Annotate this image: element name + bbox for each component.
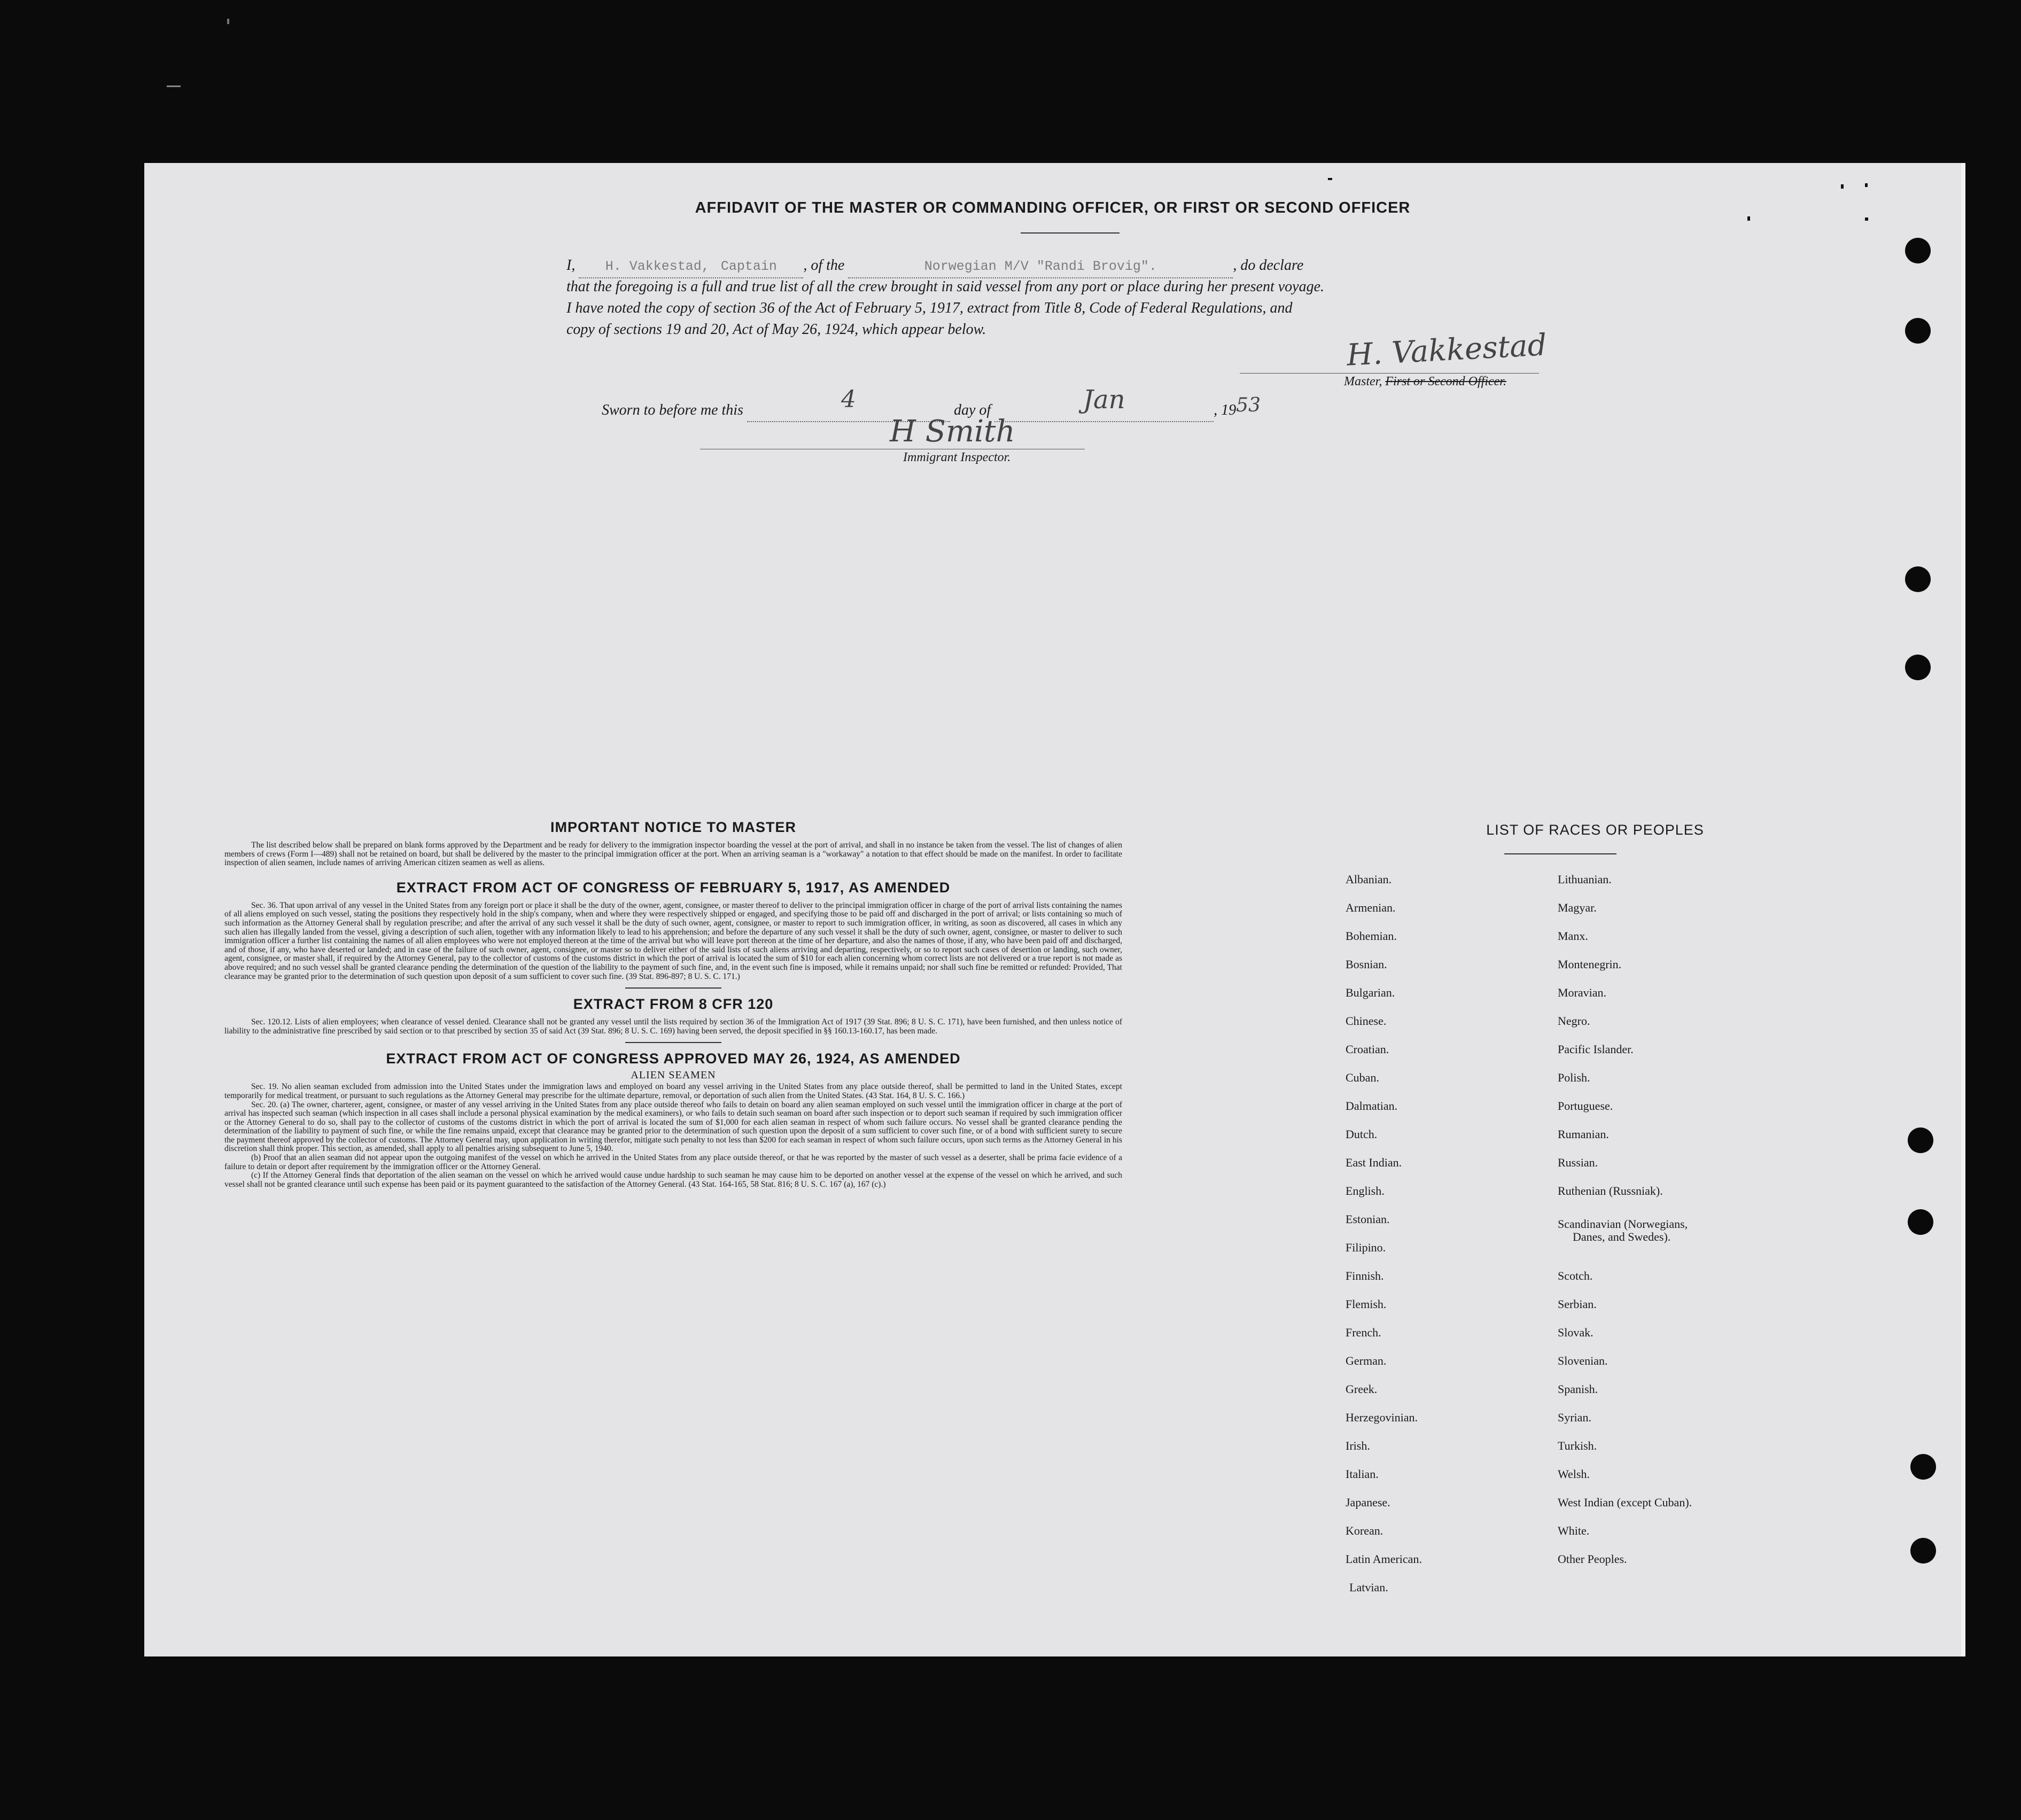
races-title-underline [1504,853,1616,854]
punch-hole [1905,238,1931,263]
race-item: Bohemian. [1346,929,1397,943]
race-item: Danes, and Swedes). [1573,1230,1671,1243]
i-label: I, [566,257,576,274]
declaration-line-1 [566,255,1582,278]
race-item: Polish. [1558,1071,1590,1084]
race-item: White. [1558,1524,1590,1537]
race-item: Rumanian. [1558,1127,1609,1141]
vessel-field: Norwegian M/V "Randi Brovig". [924,259,1157,274]
race-item: Bulgarian. [1346,986,1395,999]
race-item: Portuguese. [1558,1099,1613,1113]
race-item: Scandinavian (Norwegians, [1558,1217,1688,1231]
race-item: Serbian. [1558,1297,1597,1311]
race-item: Italian. [1346,1467,1379,1481]
race-item: Filipino. [1346,1241,1386,1254]
section-divider [625,1042,721,1043]
race-item: English. [1346,1184,1385,1197]
race-item: Dalmatian. [1346,1099,1398,1113]
punch-hole [1905,318,1931,344]
speck [1865,217,1868,221]
race-item: Chinese. [1346,1014,1387,1028]
race-item: Japanese. [1346,1496,1390,1509]
race-item: West Indian (except Cuban). [1558,1496,1692,1509]
speck [1865,183,1868,187]
race-item: Estonian. [1346,1212,1390,1226]
race-item: Slovak. [1558,1326,1594,1339]
race-item: Latvian. [1349,1581,1388,1594]
race-item: Korean. [1346,1524,1383,1537]
master-name-field: H. Vakkestad, [605,259,710,274]
punch-hole [1910,1538,1936,1564]
race-item: Lithuanian. [1558,873,1612,886]
punch-hole [1905,655,1931,680]
races-list-title: LIST OF RACES OR PEOPLES [1486,822,1704,838]
sworn-label: Sworn to before me this [602,402,743,418]
race-item: East Indian. [1346,1156,1402,1169]
race-item: Magyar. [1558,901,1597,914]
race-item: Scotch. [1558,1269,1593,1282]
race-item: Finnish. [1346,1269,1384,1282]
speck [1747,216,1750,221]
race-item: Albanian. [1346,873,1392,886]
extract-1917-title: EXTRACT FROM ACT OF CONGRESS OF FEBRUARY 5, 1917, AS AMENDED [396,879,951,896]
day-of-label: day of [953,402,991,418]
race-item: Latin American. [1346,1552,1422,1566]
sworn-day: 4 [841,386,856,413]
race-item: Dutch. [1346,1127,1378,1141]
sec-20a-text: Sec. 20. (a) The owner, charterer, agent, consignee, or master of any vessel arriving in the United States from any place outside thereof who fails to detain on board any alien seaman employed on such vessel until the immigration officer in charge at the port of arrival has inspected such seaman (which inspection in all cases shall include a personal physical examination by the medical examiners), or who fails to detain such seaman on board after such inspection or to deport such seaman if required by such immigration officer or the Attorney General to do so, shall pay to the collector of customs of the customs district in which the port of arrival is located the sum of $1,000 for each alien seaman in respect of whom such failure occurs. No vessel shall be granted clearance pending the determination of the liability to payment of such fine, or while the fine remains unpaid, except that clearance may be granted prior to the determination of such question upon the deposit of a sum sufficient to cover such fine, or of a bond with sufficient surety to secure the payment thereof approved by the collector of customs. The Attorney General may, upon application in writing therefor, mitigate such penalty to not less than $200 for each seaman in respect of whom such failure occurs, upon such terms as the Attorney General in his discretion shall think proper. This section, as amended, shall apply to all penalties arising subsequent to June 5, 1940. [224,1100,1122,1154]
race-item: Syrian. [1558,1411,1591,1424]
extract-cfr-text: Sec. 120.12. Lists of alien employees; when clearance of vessel denied. Clearance shall not be granted any vessel until the lists required by section 36 of the Immigration Act of 1917 (39 Stat. 896; 8 U. S. C. 171), have been furnished, and then unless notice of liability to the administrative fine prescribed by said section or to that prescribed by section 35 of said Act (39 Stat. 896; 8 U. S. C. 169) having been served, the deposit specified in §§ 160.13-160.17, has been made. [224,1017,1122,1036]
alien-seamen-subtitle: ALIEN SEAMEN [631,1069,716,1082]
speck [1328,178,1332,180]
declaration-line-3: I have noted the copy of section 36 of the Act of February 5, 1917, extract from Title 8, Code of Federal Regulations, and [566,300,1293,316]
race-item: Turkish. [1558,1439,1597,1452]
race-item: Negro. [1558,1014,1590,1028]
declaration-line-4: copy of sections 19 and 20, Act of May 26, 1924, which appear below. [566,321,986,338]
inspector-signature: H Smith [890,414,1015,449]
race-item: Ruthenian (Russniak). [1558,1184,1663,1197]
race-item: Herzegovinian. [1346,1411,1418,1424]
extract-1924-title: EXTRACT FROM ACT OF CONGRESS APPROVED MAY 26, 1924, AS AMENDED [386,1051,961,1067]
punch-hole [1908,1127,1933,1153]
race-item: Slovenian. [1558,1354,1608,1367]
punch-hole [1908,1209,1933,1235]
affidavit-form-page [144,163,1965,1656]
rank-field: Captain [720,259,777,274]
title-underline [1021,232,1120,234]
race-item: Flemish. [1346,1297,1387,1311]
sec-20c-text: (c) If the Attorney General finds that deportation of the alien seaman on the vessel on which he arrived would cause undue hardship to such seaman he may cause him to be deported on another vessel at the expense of the vessel on which he arrived, and such vessel shall not be granted clearance until such expense has been paid or its payment guaranteed to the satisfaction of the Attorney General. (43 Stat. 164-165, 58 Stat. 816; 8 U. S. C. 167 (a), 167 (c).) [224,1171,1122,1189]
sworn-line [602,385,1617,422]
legal-notices-column [224,819,1122,1189]
race-item: Irish. [1346,1439,1370,1452]
affidavit-title: AFFIDAVIT OF THE MASTER OR COMMANDING OFFICER, OR FIRST OR SECOND OFFICER [695,199,1411,216]
race-item: Armenian. [1346,901,1396,914]
race-item: German. [1346,1354,1387,1367]
race-item: Cuban. [1346,1071,1379,1084]
inspector-caption: Immigrant Inspector. [903,450,1011,464]
master-signature-line [1240,373,1539,374]
declaration-line-2: that the foregoing is a full and true list of all the crew brought in said vessel from any port or place during her present voyage. [566,278,1325,295]
sec-19-text: Sec. 19. No alien seaman excluded from admission into the United States under the immigration laws and employed on board any vessel arriving in the United States from any place outside thereof, shall be permitted to land in the United States, except temporarily for medical treatment, or pursuant to such regulations as the Attorney General may prescribe for the ultimate departure, removal, or deportation of such alien from the United States. (43 Stat. 164, 8 U. S. C. 166.) [224,1082,1122,1100]
race-item: Manx. [1558,929,1588,943]
extract-cfr-title: EXTRACT FROM 8 CFR 120 [573,996,774,1013]
race-item: Russian. [1558,1156,1598,1169]
race-item: Greek. [1346,1382,1378,1396]
master-signature: H. Vakkestad [1346,328,1548,373]
race-item: Welsh. [1558,1467,1590,1481]
race-item: Spanish. [1558,1382,1598,1396]
speck [1841,184,1844,189]
race-item: French. [1346,1326,1381,1339]
sec-20b-text: (b) Proof that an alien seaman did not appear upon the outgoing manifest of the vessel on which he arrived in the United States from any place outside thereof, or that he was reported by the master of such vessel as a deserter, shall be prima facie evidence of a failure to detain or deport after requirement by the immigration officer or the Attorney General. [224,1153,1122,1171]
race-item: Pacific Islander. [1558,1043,1634,1056]
speck [227,19,229,24]
race-item: Bosnian. [1346,958,1387,971]
punch-hole [1905,566,1931,592]
sworn-year: 53 [1236,394,1261,416]
race-item: Moravian. [1558,986,1607,999]
master-caption: Master, First or Second Officer. [1344,375,1506,388]
sworn-month: Jan [1083,385,1125,415]
notice-title: IMPORTANT NOTICE TO MASTER [550,819,796,835]
race-item: Croatian. [1346,1043,1389,1056]
speck [167,85,181,87]
of-the-label: , of the [803,257,845,274]
do-declare-label: , do declare [1233,257,1304,274]
notice-text: The list described below shall be prepared on blank forms approved by the Department and be ready for delivery to the immigration inspector boarding the vessel at the port of arrival, and shall in no instance be taken from the vessel. The list of changes of alien members of crews (Form I—489) shall not be retained on board, but shall be delivered by the master to the principal immigration officer at the port. When an arriving seaman is a "workaway" a notation to that effect should be made on the manifest. In order to facilitate inspection of alien seamen, include names of arriving American citizen seamen as well as aliens. [224,841,1122,868]
extract-1917-text: Sec. 36. That upon arrival of any vessel in the United States from any foreign port or place it shall be the duty of the owner, agent, consignee, or master thereof to deliver to the principal immigration officer in charge of the port of arrival lists containing the names of all aliens employed on such vessel, stating the positions they respectively hold in the ship's company, when and where they were respectively shipped or engaged, and specifying those to be paid off and discharged in the port of arrival; or lists containing so much of such information as the Attorney General shall by regulation prescribe; and after the arrival of any such vessel it shall be the duty of such owner, agent, consignee, or master to report to such immigration officer, in writing, as soon as discovered, all cases in which any such alien has illegally landed from the vessel, giving a description of such alien, together with any information likely to lead to his apprehension; and before the departure of any such vessel it shall be the duty of such owner, agent, consignee, or master to deliver to such immigration officer a further list containing the names of all alien employees who were not employed thereon at the time of the arrival but who will leave port thereon at the time of her departure, and also the names of those, if any, who have been paid off and discharged, and of those, if any, who have deserted or landed; and in case of the failure of such owner, agent, consignee, or master so to deliver either of the said lists of such aliens arriving and departing, respectively, or so to report such cases of desertion or landing, such owner, agent, consignee, or master shall, if required by the Attorney General, pay to the collector of customs of the customs district in which the port of arrival is located the sum of $10 for each alien concerning whom correct lists are not delivered or a true report is not made as above required; and no such vessel shall be granted clearance pending the determination of the question of the liability to the payment of such fine, and, in the event such fine is imposed, while it remains unpaid; nor shall such fine be remitted or refunded: Provided, That clearance may be granted prior to the determination of such question upon deposit of a sum sufficient to cover such fine. (39 Stat. 896-897; 8 U. S. C. 171.) [224,900,1122,981]
punch-hole [1910,1454,1936,1480]
race-item: Other Peoples. [1558,1552,1627,1566]
section-divider [625,987,721,989]
race-item: Montenegrin. [1558,958,1622,971]
year-prefix: , 19 [1214,402,1237,418]
